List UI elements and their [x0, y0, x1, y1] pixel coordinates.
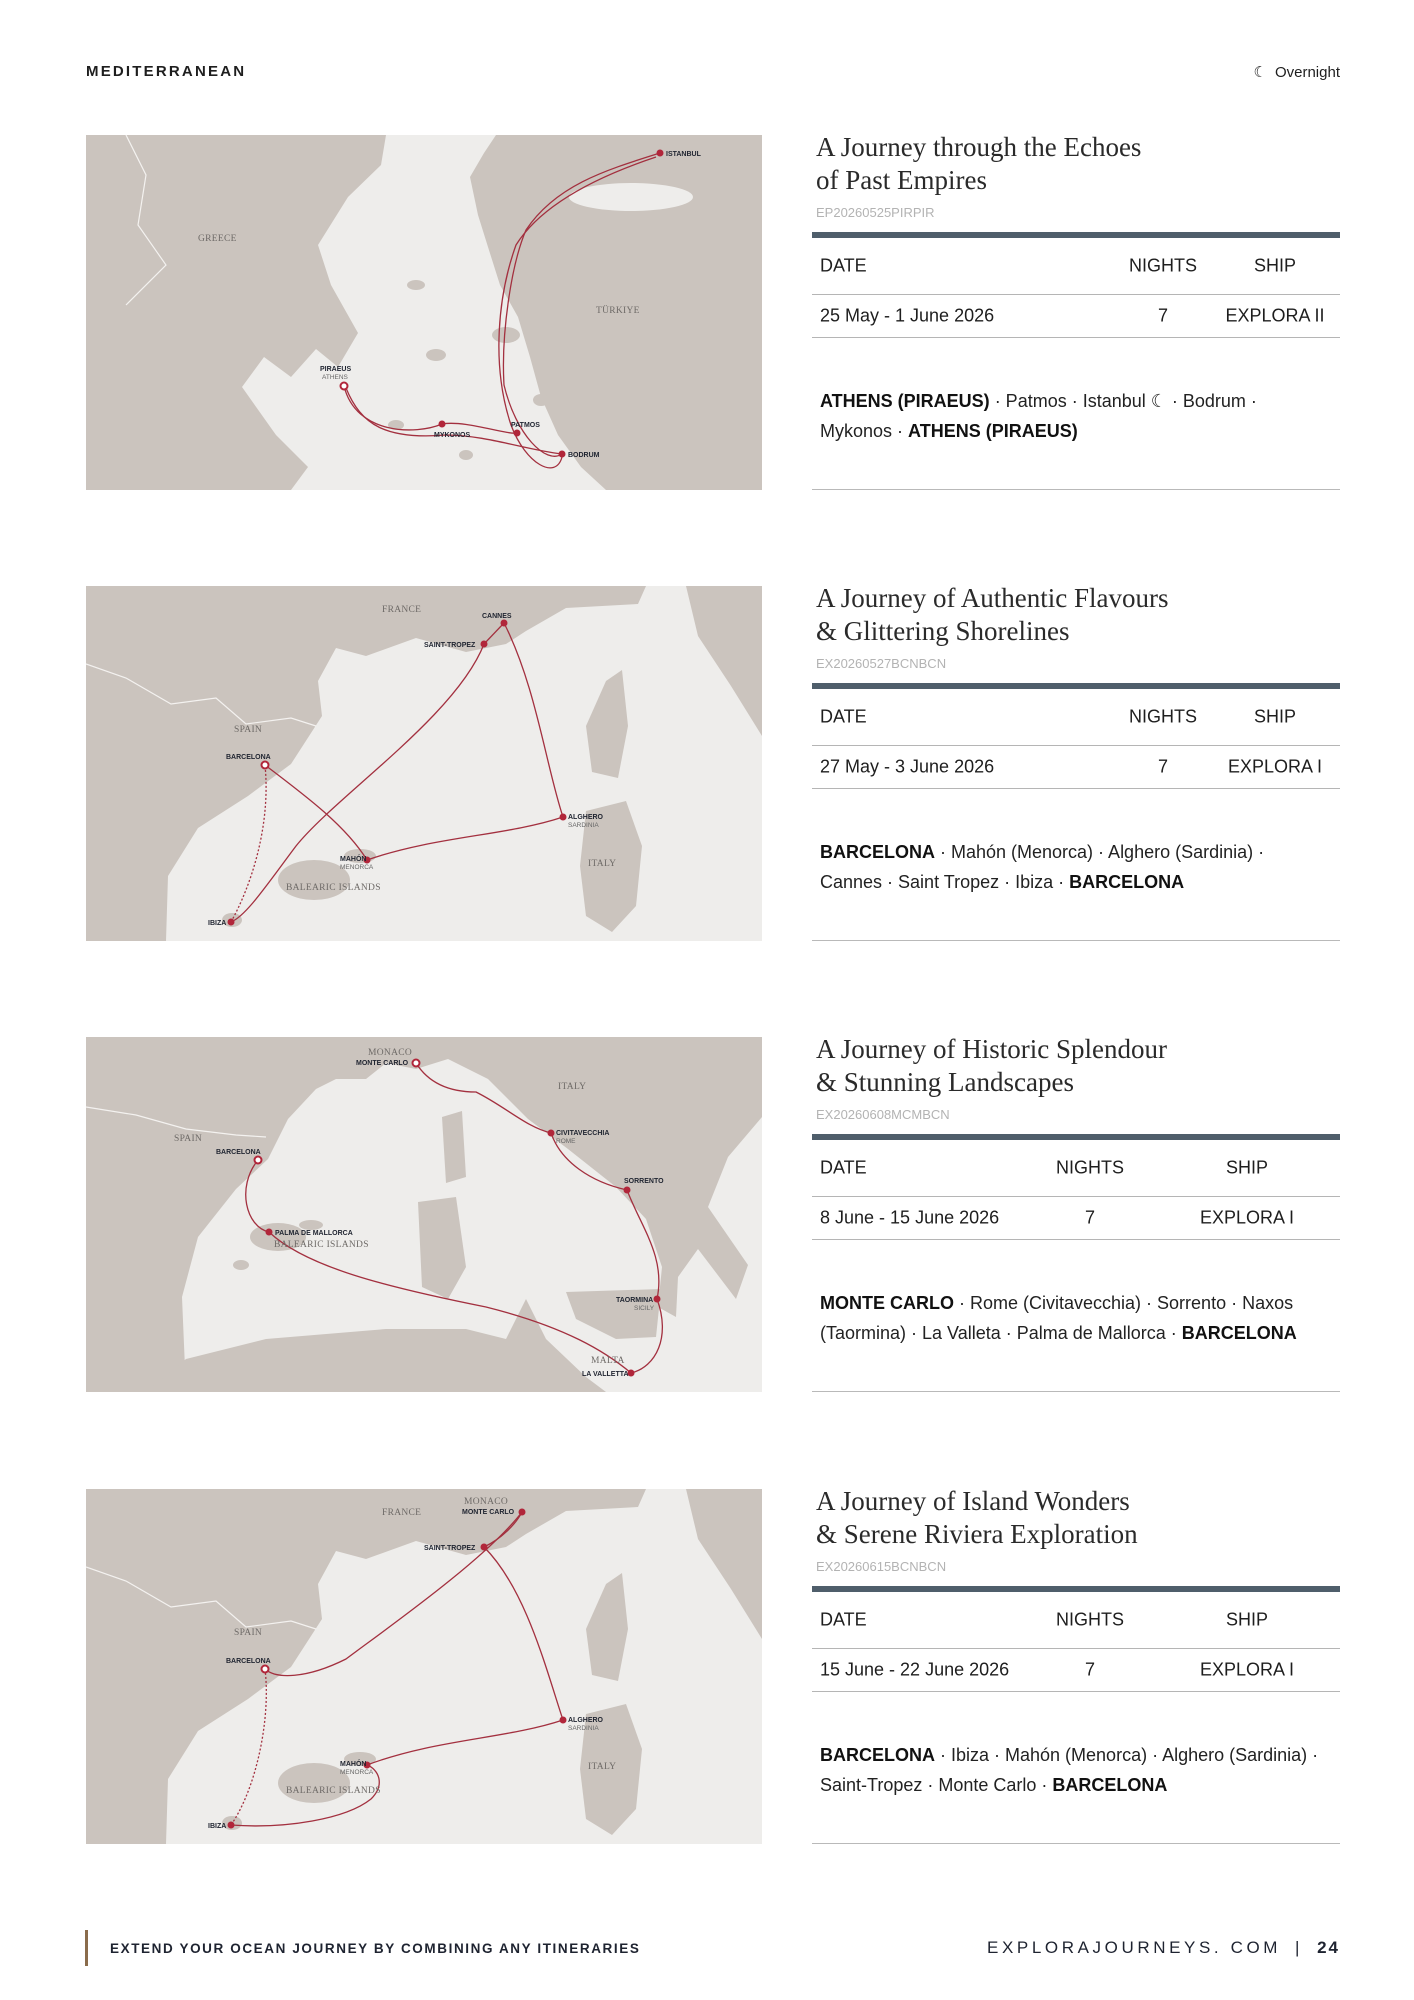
- country-label: BALEARIC ISLANDS: [286, 883, 381, 893]
- port-sequence: MONTE CARLO · Rome (Civitavecchia) · Sorrento · Naxos (Taormina) · La Valleta · Palma de Mallorca · BARCELONA: [820, 1293, 1297, 1343]
- port-label: BARCELONA: [226, 754, 271, 761]
- port-label: CIVITAVECCHIA: [556, 1130, 610, 1137]
- ship-value: EXPLORA I: [1199, 1659, 1295, 1680]
- port-sublabel: SARDINIA: [568, 1725, 599, 1732]
- country-label: SPAIN: [234, 725, 263, 735]
- overnight-legend: [1254, 63, 1341, 81]
- country-label: ITALY: [558, 1082, 587, 1092]
- footer-tagline: EXTEND YOUR OCEAN JOURNEY BY COMBINING ANY ITINERARIES: [110, 1941, 641, 1956]
- itinerary-title: A Journey of Island Wonders & Serene Riviera Exploration: [816, 1486, 1138, 1549]
- table-header: [812, 1592, 1340, 1649]
- section-title: MEDITERRANEAN: [86, 63, 247, 80]
- port-label: MAHÓN: [340, 1761, 367, 1768]
- port-label: BODRUM: [568, 452, 600, 459]
- port-label: ISTANBUL: [666, 151, 701, 158]
- country-label: ITALY: [588, 859, 617, 869]
- date-value: 25 May - 1 June 2026: [820, 305, 995, 326]
- header-date: DATE: [820, 1157, 867, 1178]
- header-ship: SHIP: [1253, 255, 1297, 276]
- port-sequence: BARCELONA · Mahón (Menorca) · Alghero (Sardinia) · Cannes · Saint Tropez · Ibiza · BARCELONA: [820, 842, 1265, 892]
- date-value: 15 June - 22 June 2026: [820, 1659, 1010, 1680]
- header-nights: NIGHTS: [1055, 1157, 1125, 1178]
- port-label: CANNES: [482, 613, 512, 620]
- table-header: [812, 689, 1340, 746]
- itinerary-details: [812, 1486, 1340, 1844]
- country-label: FRANCE: [382, 605, 422, 615]
- itinerary-code: EX20260527BCNBCN: [816, 656, 947, 671]
- port-label: BARCELONA: [226, 1658, 271, 1665]
- country-label: FRANCE: [382, 1508, 422, 1518]
- port-sequence: ATHENS (PIRAEUS) · Patmos · Istanbul ☾ · Bodrum · Mykonos · ATHENS (PIRAEUS): [820, 391, 1257, 441]
- port-label: LA VALLETTA: [582, 1371, 629, 1378]
- header-date: DATE: [820, 706, 867, 727]
- port-label: IBIZA: [208, 1823, 227, 1830]
- route-map: [86, 1037, 762, 1392]
- page-number: 24: [1317, 1938, 1340, 1957]
- itinerary-details: [812, 132, 1340, 490]
- port-label: MONTE CARLO: [356, 1060, 409, 1067]
- port-sequence: BARCELONA · Ibiza · Mahón (Menorca) · Alghero (Sardinia) · Saint-Tropez · Monte Carlo · BARCELONA: [820, 1745, 1319, 1795]
- itinerary-code: EP20260525PIRPIR: [816, 205, 935, 220]
- port-label: SAINT-TROPEZ: [424, 642, 476, 649]
- port-label: ALGHERO: [568, 814, 603, 821]
- itinerary-card: [86, 1486, 1340, 1844]
- port-sublabel: SARDINIA: [568, 822, 599, 829]
- itinerary-code: EX20260608MCMBCN: [816, 1107, 950, 1122]
- port-label: MYKONOS: [434, 432, 471, 439]
- table-header: [812, 1140, 1340, 1197]
- ship-value: EXPLORA I: [1199, 1207, 1295, 1228]
- country-label: GREECE: [198, 234, 237, 244]
- ship-value: EXPLORA II: [1225, 305, 1325, 326]
- port-label: PALMA DE MALLORCA: [275, 1230, 353, 1237]
- port-sublabel: SICILY: [634, 1305, 655, 1312]
- country-label: MONACO: [464, 1497, 509, 1507]
- country-label: BALEARIC ISLANDS: [286, 1786, 381, 1796]
- itinerary-title: A Journey of Historic Splendour & Stunning Landscapes: [816, 1034, 1167, 1097]
- port-label: MONTE CARLO: [462, 1509, 515, 1516]
- port-label: SORRENTO: [624, 1178, 664, 1185]
- header-date: DATE: [820, 1609, 867, 1630]
- country-label: ITALY: [588, 1762, 617, 1772]
- date-value: 27 May - 3 June 2026: [820, 756, 995, 777]
- country-label: TÜRKIYE: [596, 306, 640, 316]
- itinerary-details: [812, 583, 1340, 941]
- header-ship: SHIP: [1253, 706, 1297, 727]
- port-label: IBIZA: [208, 920, 227, 927]
- port-label: SAINT-TROPEZ: [424, 1545, 476, 1552]
- nights-value: 7: [1157, 756, 1169, 777]
- itinerary-card: [86, 1034, 1340, 1392]
- port-label: MAHÓN: [340, 856, 367, 863]
- route-map: [86, 586, 762, 941]
- itinerary-title: A Journey of Authentic Flavours & Glittering Shorelines: [816, 583, 1169, 646]
- header-nights: NIGHTS: [1128, 255, 1198, 276]
- table-row: [812, 1649, 1340, 1692]
- itinerary-details: [812, 1034, 1340, 1392]
- country-label: MALTA: [591, 1356, 625, 1366]
- country-label: BALEARIC ISLANDS: [274, 1240, 369, 1250]
- port-label: ALGHERO: [568, 1717, 603, 1724]
- moon-icon: ☾: [1253, 64, 1267, 81]
- footer-site: [987, 1938, 1340, 1958]
- route-map: [86, 135, 762, 490]
- port-label: BARCELONA: [216, 1149, 261, 1156]
- table-header: [812, 238, 1340, 295]
- header-ship: SHIP: [1225, 1157, 1269, 1178]
- header-date: DATE: [820, 255, 867, 276]
- route-map: [86, 1489, 762, 1844]
- port-sublabel: ROME: [556, 1138, 576, 1145]
- itinerary-card: [86, 583, 1340, 941]
- website-link[interactable]: EXPLORAJOURNEYS. COM: [987, 1938, 1282, 1957]
- port-label: PATMOS: [511, 422, 540, 429]
- port-sublabel: ATHENS: [322, 374, 348, 381]
- nights-value: 7: [1157, 305, 1169, 326]
- ship-value: EXPLORA I: [1227, 756, 1323, 777]
- port-sublabel: MENORCA: [340, 864, 374, 871]
- itinerary-title: A Journey through the Echoes of Past Empires: [816, 132, 1142, 195]
- table-row: [812, 1197, 1340, 1240]
- overnight-label: Overnight: [1274, 63, 1340, 81]
- table-row: [812, 746, 1340, 789]
- date-value: 8 June - 15 June 2026: [820, 1207, 1000, 1228]
- footer-accent-bar: [85, 1930, 88, 1966]
- country-label: MONACO: [368, 1048, 413, 1058]
- port-label: PIRAEUS: [320, 366, 352, 373]
- itinerary-card: [86, 132, 1340, 490]
- header-nights: NIGHTS: [1128, 706, 1198, 727]
- country-label: SPAIN: [174, 1134, 203, 1144]
- port-sublabel: MENORCA: [340, 1769, 374, 1776]
- footer-separator: |: [1295, 1938, 1304, 1957]
- nights-value: 7: [1084, 1659, 1096, 1680]
- header-ship: SHIP: [1225, 1609, 1269, 1630]
- port-label: TAORMINA: [616, 1297, 654, 1304]
- header-nights: NIGHTS: [1055, 1609, 1125, 1630]
- country-label: SPAIN: [234, 1628, 263, 1638]
- nights-value: 7: [1084, 1207, 1096, 1228]
- itinerary-code: EX20260615BCNBCN: [816, 1559, 947, 1574]
- table-row: [812, 295, 1340, 338]
